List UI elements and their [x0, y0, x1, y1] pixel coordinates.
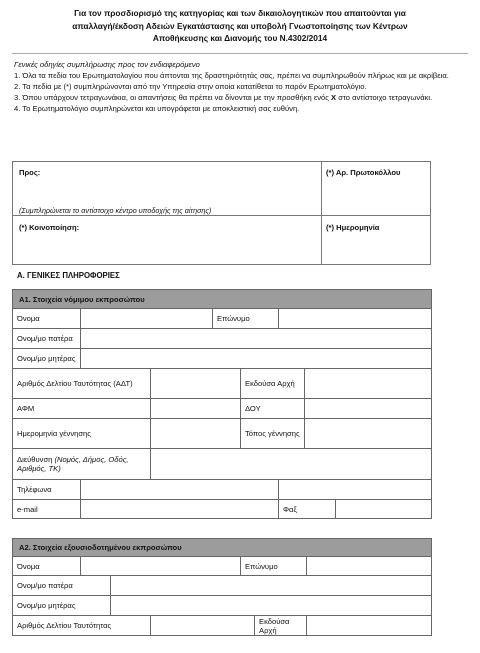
instruction-item: 2. Τα πεδία με (*) συμπληρώνονται από την Υπηρεσία στην οποία κατατίθεται το παρόν Ερωτηματολόγιο.	[14, 82, 367, 91]
name-label: Όνομα	[13, 309, 81, 329]
notification-label: (*) Κοινοποίηση:	[19, 223, 80, 232]
title-line: απαλλαγή/έκδοση Αδειών Εγκατάστασης και υποβολή Γνωστοποίησης των Κέντρων	[72, 20, 408, 31]
a2-mother-name-field[interactable]	[111, 596, 432, 616]
address-field[interactable]	[151, 449, 432, 480]
afm-label: ΑΦΜ	[13, 399, 151, 419]
instruction-mark: X	[331, 93, 337, 102]
a2-mother-name-label: Ονομ/μο μητέρας	[13, 596, 111, 616]
a1-table	[12, 289, 432, 519]
email-field[interactable]	[81, 500, 279, 519]
instructions-heading: Γενικές οδηγίες συμπλήρωσης προς τον ενδιαφερόμενο	[14, 60, 200, 69]
father-name-field[interactable]	[81, 329, 432, 349]
instruction-item: 3. Όπου υπάρχουν τετραγωνάκια, οι απαντήσεις θα πρέπει να δίνονται με την προσθήκη ενός X στο αντίστοιχο τετραγωνάκι.	[14, 93, 433, 102]
father-name-label: Ονομ/μο πατέρα	[13, 329, 81, 349]
title-line: Αποθήκευσης και Διανομής του Ν.4302/2014	[152, 33, 328, 43]
instructions-block	[14, 59, 470, 114]
a2-id-card-field[interactable]	[151, 616, 255, 636]
date-label: (*) Ημερομηνία	[326, 223, 380, 232]
phone-field[interactable]	[81, 480, 279, 500]
birth-place-field[interactable]	[305, 419, 432, 449]
a2-name-field[interactable]	[81, 557, 241, 576]
document-title	[40, 7, 440, 45]
surname-label: Επώνυμο	[213, 309, 279, 329]
a2-father-name-field[interactable]	[111, 576, 432, 596]
a2-surname-field[interactable]	[307, 557, 432, 576]
id-card-field[interactable]	[151, 369, 241, 399]
a2-issuer-label: Εκδούσα Αρχή	[255, 616, 307, 636]
recipient-note: (Συμπληρώνεται το αντίστοιχο κέντρο υποδοχής της αίτησης)	[19, 206, 212, 215]
a2-surname-label: Επώνυμο	[241, 557, 307, 576]
a2-name-label: Όνομα	[13, 557, 81, 576]
instruction-item: 1. Όλα τα πεδία του Ερωτηματολογίου που άπτονται της δραστηριότητάς σας, πρέπει να συμπληρωθούν πλήρως και με ακρίβεια.	[14, 71, 449, 80]
a2-father-name-label: Ονομ/μο πατέρα	[13, 576, 111, 596]
phone-field-2[interactable]	[279, 480, 432, 500]
mother-name-label: Ονομ/μο μητέρας	[13, 349, 81, 369]
birth-place-label: Τόπος γέννησης	[241, 419, 305, 449]
title-line: Για τον προσδιορισμό της κατηγορίας και των δικαιολογητικών που απαιτούνται για	[74, 8, 406, 18]
id-card-label: Αριθμός Δελτίου Ταυτότητας (ΑΔΤ)	[13, 369, 151, 399]
a2-id-card-label: Αριθμός Δελτίου Ταυτότητας	[13, 616, 151, 636]
birth-date-field[interactable]	[151, 419, 241, 449]
doy-field[interactable]	[305, 399, 432, 419]
issuer-field[interactable]	[305, 369, 432, 399]
afm-field[interactable]	[151, 399, 241, 419]
doy-label: ΔΟΥ	[241, 399, 305, 419]
birth-date-label: Ημερομηνία γέννησης	[13, 419, 151, 449]
email-label: e-mail	[13, 500, 81, 519]
protocol-number-label: (*) Αρ. Πρωτοκόλλου	[326, 168, 401, 177]
name-field[interactable]	[81, 309, 213, 329]
phone-label: Τηλέφωνα	[13, 480, 81, 500]
title-divider	[12, 53, 468, 54]
recipient-label: Προς:	[19, 168, 41, 177]
a2-header: Α2. Στοιχεία εξουσιοδοτημένου εκπροσώπου	[13, 539, 432, 557]
address-label: Διεύθυνση (Νομός, Δήμος, Οδός, Αριθμός, ΤΚ)	[13, 449, 151, 480]
section-a-title: Α. ΓΕΝΙΚΕΣ ΠΛΗΡΟΦΟΡΙΕΣ	[17, 271, 120, 280]
recipient-box	[12, 161, 431, 265]
mother-name-field[interactable]	[81, 349, 432, 369]
address-hint: (Νομός, Δήμος, Οδός, Αριθμός, ΤΚ)	[17, 455, 129, 473]
a1-header: Α1. Στοιχεία νόμιμου εκπροσώπου	[13, 290, 432, 309]
surname-field[interactable]	[279, 309, 432, 329]
fax-label: Φαξ	[279, 500, 336, 519]
instruction-item: 4. Το Ερωτηματολόγιο συμπληρώνεται και υπογράφεται με αποκλειστική σας ευθύνη.	[14, 104, 300, 113]
a2-table	[12, 538, 432, 636]
fax-field[interactable]	[336, 500, 432, 519]
issuer-label: Εκδούσα Αρχή	[241, 369, 305, 399]
a2-issuer-field[interactable]	[307, 616, 432, 636]
